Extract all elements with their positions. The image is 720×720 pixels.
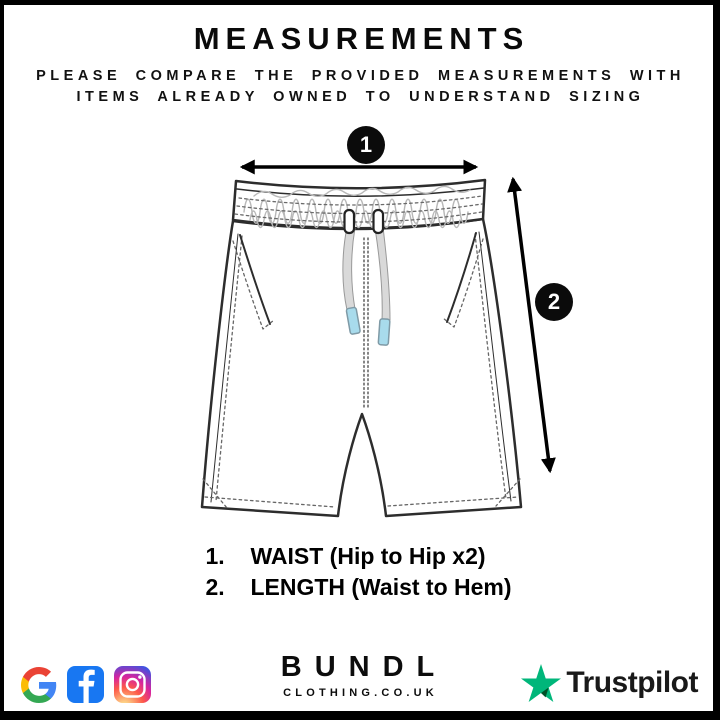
brand-name: BUNDL	[280, 651, 448, 683]
legend-label: LENGTH (Waist to Hem)	[250, 574, 512, 600]
subtitle-line-1: PLEASE COMPARE THE PROVIDED MEASUREMENTS WITH	[36, 68, 685, 84]
waist-marker-badge: 1	[347, 126, 385, 164]
shorts-illustration	[202, 180, 521, 516]
legend	[4, 541, 713, 602]
legend-item-waist	[205, 541, 511, 571]
trustpilot-logo	[521, 664, 698, 702]
trustpilot-wordmark: Trustpilot	[566, 666, 698, 699]
subtitle-line-2: ITEMS ALREADY OWNED TO UNDERSTAND SIZING	[76, 89, 645, 105]
length-arrow	[513, 179, 550, 471]
page-title: MEASUREMENTS	[193, 21, 530, 56]
legend-number: 1.	[205, 543, 225, 569]
legend-number: 2.	[205, 574, 225, 600]
length-marker-badge: 2	[535, 283, 573, 321]
brand-domain: CLOTHING.CO.UK	[283, 687, 438, 699]
legend-label: WAIST (Hip to Hip x2)	[250, 543, 486, 569]
shorts-diagram	[4, 5, 720, 720]
drawstring-tip-right	[378, 319, 390, 346]
trustpilot-star-icon	[521, 664, 561, 702]
legend-item-length	[205, 572, 511, 602]
